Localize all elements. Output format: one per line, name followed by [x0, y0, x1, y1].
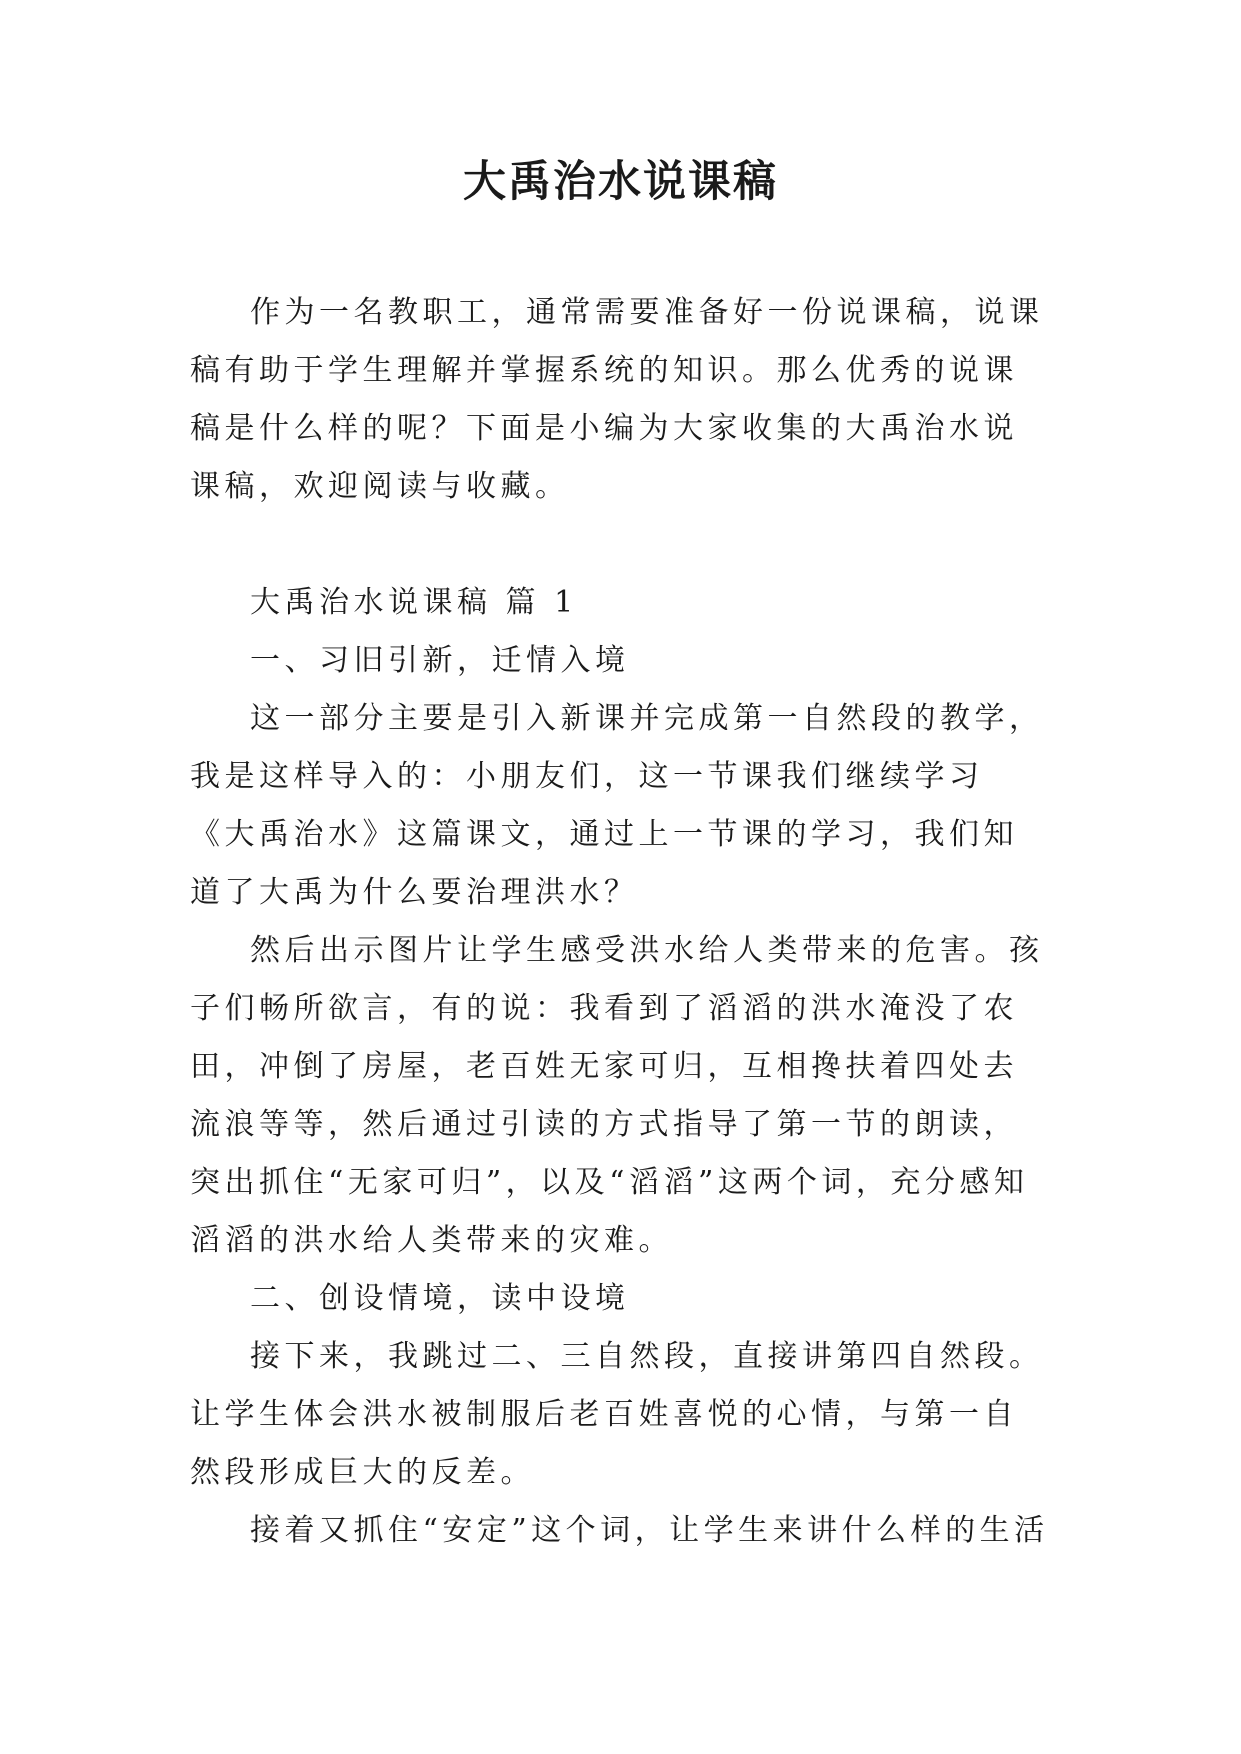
paragraph: 这一部分主要是引入新课并完成第一自然段的教学，我是这样导入的：小朋友们，这一节课我们继续学习《大禹治水》这篇课文，通过上一节课的学习，我们知道了大禹为什么要治理洪水？ [190, 701, 1044, 910]
intro-paragraph: 作为一名教职工，通常需要准备好一份说课稿，说课稿有助于学生理解并掌握系统的知识。那么优秀的说课稿是什么样的呢？下面是小编为大家收集的大禹治水说课稿，欢迎阅读与收藏。 [190, 295, 1044, 504]
section-block [190, 574, 1050, 1560]
paragraph: 接下来，我跳过二、三自然段，直接讲第四自然段。让学生体会洪水被制服后老百姓喜悦的心情，与第一自然段形成巨大的反差。 [190, 1339, 1044, 1490]
intro-block [190, 284, 1050, 516]
paragraph-heading-1: 一、习旧引新，迁情入境 [250, 643, 630, 678]
section-heading: 大禹治水说课稿 篇 1 [250, 585, 578, 620]
document-title: 大禹治水说课稿 [463, 157, 778, 207]
paragraph-heading-2: 二、创设情境，读中设境 [250, 1281, 630, 1316]
paragraph: 接着又抓住“安定”这个词，让学生来讲什么样的生活 [250, 1513, 1049, 1548]
paragraph: 然后出示图片让学生感受洪水给人类带来的危害。孩子们畅所欲言，有的说：我看到了滔滔的洪水淹没了农田，冲倒了房屋，老百姓无家可归，互相搀扶着四处去流浪等等，然后通过引读的方式指导了第一节的朗读，突出抓住“无家可归”，以及“滔滔”这两个词，充分感知滔滔的洪水给人类带来的灾难。 [190, 933, 1044, 1258]
